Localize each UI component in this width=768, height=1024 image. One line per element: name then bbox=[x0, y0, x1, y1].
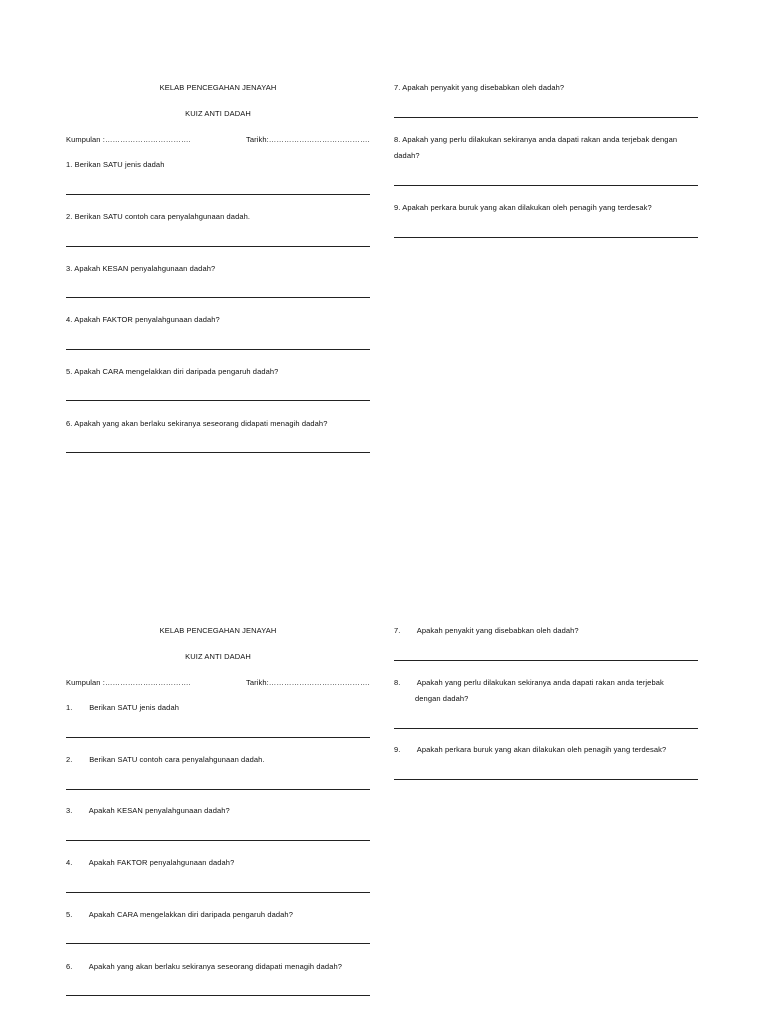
quiz-title: KUIZ ANTI DADAH bbox=[185, 652, 251, 661]
question-text: Apakah FAKTOR penyalahgunaan dadah? bbox=[88, 858, 235, 867]
question-number: 7. bbox=[394, 83, 401, 92]
question-number: 3. bbox=[66, 264, 73, 273]
question-8-continuation: dengan dadah? bbox=[415, 694, 469, 703]
question-text: Berikan SATU jenis dadah bbox=[89, 703, 179, 712]
date-field[interactable]: Tarikh:…………………………………. bbox=[246, 135, 370, 144]
answer-line-5[interactable] bbox=[66, 943, 370, 944]
question-8-continuation: dadah? bbox=[394, 151, 420, 160]
answer-line-7[interactable] bbox=[394, 660, 698, 661]
question-3 bbox=[66, 806, 230, 815]
question-2 bbox=[66, 212, 250, 221]
date-field[interactable]: Tarikh:…………………………………. bbox=[246, 678, 370, 687]
answer-line-3[interactable] bbox=[66, 297, 370, 298]
question-text: Apakah KESAN penyalahgunaan dadah? bbox=[74, 264, 216, 273]
answer-line-6[interactable] bbox=[66, 452, 370, 453]
group-field[interactable]: Kumpulan :……………………………. bbox=[66, 678, 191, 687]
quiz-title: KUIZ ANTI DADAH bbox=[185, 109, 251, 118]
answer-line-5[interactable] bbox=[66, 400, 370, 401]
question-3 bbox=[66, 264, 215, 273]
club-title: KELAB PENCEGAHAN JENAYAH bbox=[159, 83, 277, 92]
question-7 bbox=[394, 626, 579, 635]
question-number: 1. bbox=[66, 160, 73, 169]
answer-line-2[interactable] bbox=[66, 789, 370, 790]
question-1 bbox=[66, 160, 164, 169]
question-text: Apakah perkara buruk yang akan dilakukan oleh penagih yang terdesak? bbox=[416, 745, 667, 754]
question-6 bbox=[66, 419, 327, 428]
answer-line-9[interactable] bbox=[394, 237, 698, 238]
question-number: 6. bbox=[66, 962, 73, 971]
answer-line-8[interactable] bbox=[394, 728, 698, 729]
question-4 bbox=[66, 858, 234, 867]
question-number: 2. bbox=[66, 755, 73, 764]
question-number: 9. bbox=[394, 745, 401, 754]
answer-line-1[interactable] bbox=[66, 737, 370, 738]
question-text: Apakah penyakit yang disebabkan oleh dadah? bbox=[416, 626, 579, 635]
question-8 bbox=[394, 135, 677, 144]
question-9 bbox=[394, 203, 652, 212]
question-text: Berikan SATU contoh cara penyalahgunaan dadah. bbox=[74, 212, 251, 221]
question-text: Apakah penyakit yang disebabkan oleh dadah? bbox=[402, 83, 565, 92]
question-text: Apakah yang perlu dilakukan sekiranya anda dapati rakan anda terjebak bbox=[416, 678, 664, 687]
question-text: Berikan SATU contoh cara penyalahgunaan dadah. bbox=[89, 755, 265, 764]
question-text: Apakah FAKTOR penyalahgunaan dadah? bbox=[74, 315, 220, 324]
question-number: 4. bbox=[66, 315, 73, 324]
question-7 bbox=[394, 83, 564, 92]
club-title: KELAB PENCEGAHAN JENAYAH bbox=[159, 626, 277, 635]
question-5 bbox=[66, 367, 278, 376]
question-number: 9. bbox=[394, 203, 401, 212]
answer-line-3[interactable] bbox=[66, 840, 370, 841]
question-text: Apakah CARA mengelakkan diri daripada pengaruh dadah? bbox=[74, 367, 279, 376]
answer-line-9[interactable] bbox=[394, 779, 698, 780]
question-number: 5. bbox=[66, 367, 73, 376]
answer-line-8[interactable] bbox=[394, 185, 698, 186]
question-text: Apakah yang akan berlaku sekiranya seseorang didapati menagih dadah? bbox=[74, 419, 328, 428]
question-8 bbox=[394, 678, 664, 687]
answer-line-1[interactable] bbox=[66, 194, 370, 195]
question-text: Apakah perkara buruk yang akan dilakukan oleh penagih yang terdesak? bbox=[402, 203, 652, 212]
question-1 bbox=[66, 703, 179, 712]
question-text: Apakah KESAN penyalahgunaan dadah? bbox=[88, 806, 230, 815]
question-text: Apakah yang akan berlaku sekiranya seseorang didapati menagih dadah? bbox=[88, 962, 343, 971]
question-number: 4. bbox=[66, 858, 73, 867]
question-number: 8. bbox=[394, 135, 401, 144]
group-field[interactable]: Kumpulan :……………………………. bbox=[66, 135, 191, 144]
question-5 bbox=[66, 910, 293, 919]
question-4 bbox=[66, 315, 220, 324]
answer-line-4[interactable] bbox=[66, 892, 370, 893]
answer-line-4[interactable] bbox=[66, 349, 370, 350]
question-2 bbox=[66, 755, 265, 764]
question-6 bbox=[66, 962, 342, 971]
question-number: 1. bbox=[66, 703, 73, 712]
question-number: 8. bbox=[394, 678, 401, 687]
question-number: 6. bbox=[66, 419, 73, 428]
question-text: Apakah CARA mengelakkan diri daripada pengaruh dadah? bbox=[88, 910, 293, 919]
answer-line-7[interactable] bbox=[394, 117, 698, 118]
question-number: 7. bbox=[394, 626, 401, 635]
question-text: Apakah yang perlu dilakukan sekiranya anda dapati rakan anda terjebak dengan bbox=[402, 135, 678, 144]
question-9 bbox=[394, 745, 666, 754]
question-number: 2. bbox=[66, 212, 73, 221]
answer-line-2[interactable] bbox=[66, 246, 370, 247]
question-number: 5. bbox=[66, 910, 73, 919]
answer-line-6[interactable] bbox=[66, 995, 370, 996]
question-number: 3. bbox=[66, 806, 73, 815]
question-text: Berikan SATU jenis dadah bbox=[74, 160, 165, 169]
